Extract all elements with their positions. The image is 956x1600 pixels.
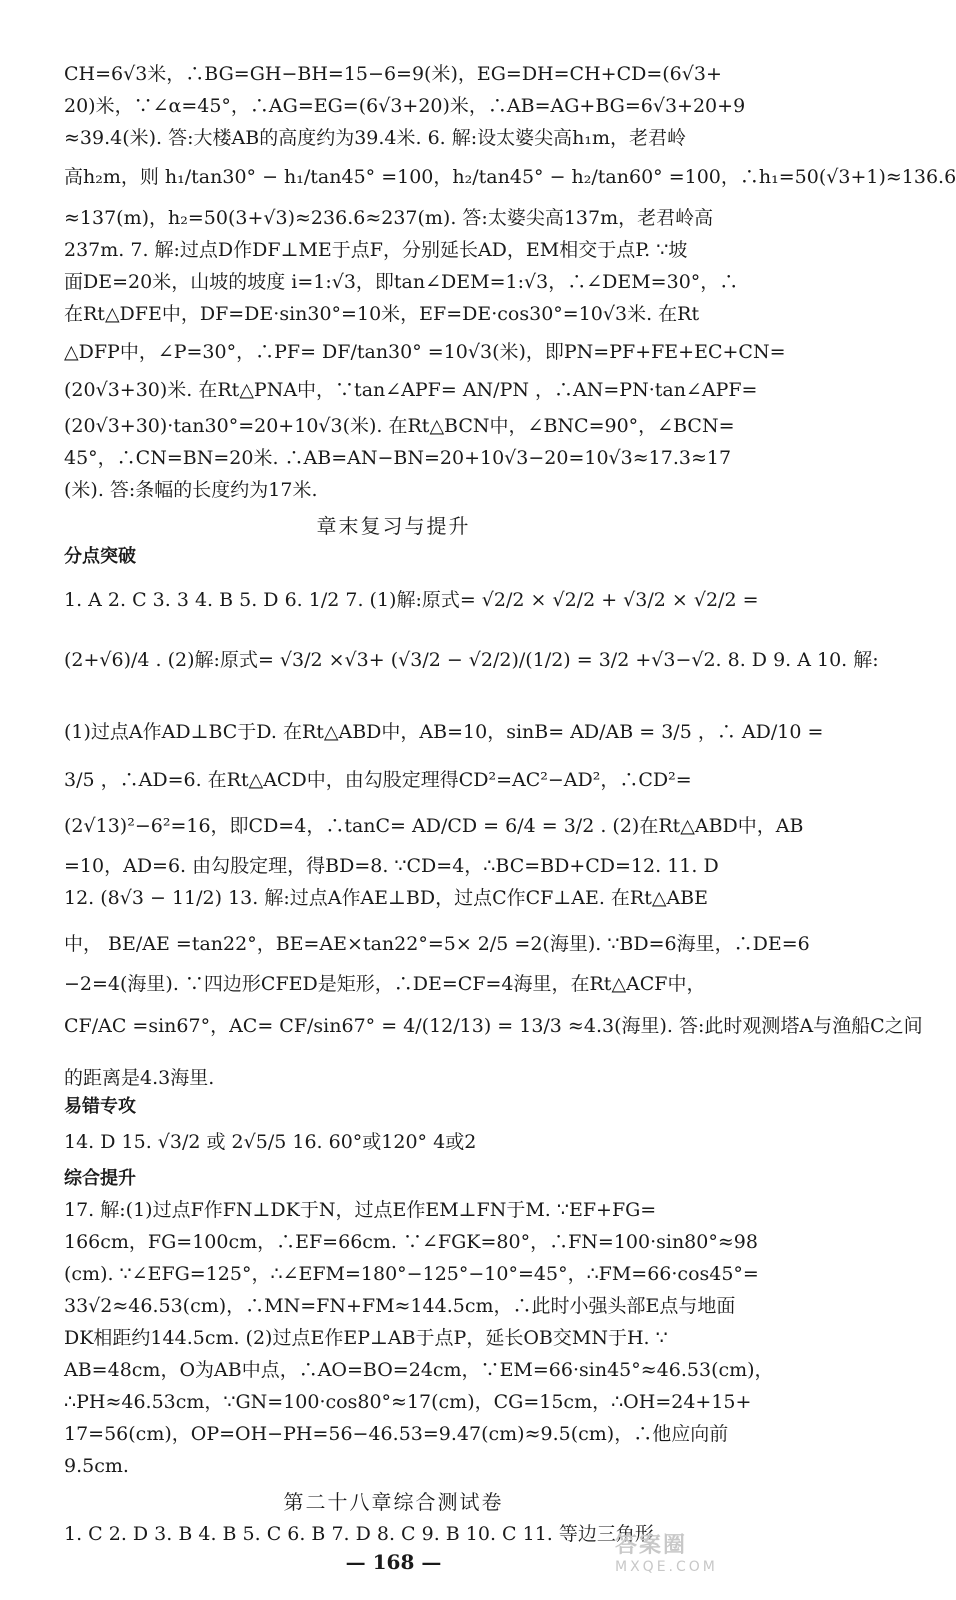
text-line: 237m. 7. 解:过点D作DF⊥ME于点F，分别延长AD，EM相交于点P. ∵坡: [64, 239, 688, 261]
text-line: (米). 答:条幅的长度约为17米.: [64, 479, 318, 501]
text-line: 166cm，FG=100cm，∴EF=66cm. ∵∠FGK=80°，∴FN=100·sin80°≈98: [64, 1231, 758, 1253]
text-line: 45°，∴CN=BN=20米. ∴AB=AN−BN=20+10√3−20=10√3≈17.3≈17: [64, 447, 732, 469]
text-line: (2√13)²−6²=16，即CD=4，∴tanC= AD/CD = 6/4 = 3/2 . (2)在Rt△ABD中，AB: [64, 815, 804, 837]
watermark-url: MXQE.COM: [615, 1559, 718, 1575]
text-line: 高h₂m，则 h₁/tan30° − h₁/tan45° =100，h₂/tan45° − h₂/tan60° =100，∴h₁=50(√3+1)≈136.6: [64, 166, 956, 188]
text-line: 20)米，∵∠α=45°，∴AG=EG=(6√3+20)米，∴AB=AG+BG=6√3+20+9: [64, 95, 746, 117]
text-line: 在Rt△DFE中，DF=DE·sin30°=10米，EF=DE·cos30°=10√3米. 在Rt: [64, 303, 700, 325]
text-line: 9.5cm.: [64, 1455, 129, 1477]
section-title: 章末复习与提升: [316, 514, 471, 538]
text-line: 1. C 2. D 3. B 4. B 5. C 6. B 7. D 8. C 9. B 10. C 11. 等边三角形: [64, 1523, 654, 1545]
text-line: −2=4(海里). ∵四边形CFED是矩形，∴DE=CF=4海里，在Rt△ACF中，: [64, 973, 706, 995]
text-line: 的距离是4.3海里.: [64, 1067, 215, 1089]
text-line: ∴PH≈46.53cm，∵GN=100·cos80°≈17(cm)，CG=15cm，∴OH=24+15+: [64, 1391, 752, 1413]
watermark-text: 答案圈: [615, 1533, 688, 1558]
text-line: (1)过点A作AD⊥BC于D. 在Rt△ABD中，AB=10，sinB= AD/AB = 3/5 ，∴ AD/10 =: [64, 721, 824, 743]
page-number: — 168 —: [345, 1550, 442, 1574]
text-line: ≈39.4(米). 答:大楼AB的高度约为39.4米. 6. 解:设太婆尖高h₁m，老君岭: [64, 127, 687, 149]
section-title: 第二十八章综合测试卷: [283, 1490, 504, 1514]
subsection-title: 综合提升: [64, 1168, 136, 1189]
text-line: =10，AD=6. 由勾股定理，得BD=8. ∵CD=4，∴BC=BD+CD=12. 11. D: [64, 855, 719, 877]
text-line: 12. (8√3 − 11/2) 13. 解:过点A作AE⊥BD，过点C作CF⊥AE. 在Rt△ABE: [64, 887, 709, 909]
text-line: AB=48cm，O为AB中点，∴AO=BO=24cm，∵EM=66·sin45°≈46.53(cm)，: [64, 1359, 774, 1381]
text-line: 17. 解:(1)过点F作FN⊥DK于N，过点E作EM⊥FN于M. ∵EF+FG=: [64, 1199, 657, 1221]
text-line: 面DE=20米，山坡的坡度 i=1:√3，即tan∠DEM=1:√3，∴∠DEM=30°，∴: [64, 271, 739, 293]
text-line: DK相距约144.5cm. (2)过点E作EP⊥AB于点P，延长OB交MN于H. ∵: [64, 1327, 668, 1349]
text-line: 中， BE/AE =tan22°，BE=AE×tan22°=5× 2/5 =2(海里). ∵BD=6海里，∴DE=6: [64, 933, 810, 955]
text-line: 33√2≈46.53(cm)，∴MN=FN+FM≈144.5cm，∴此时小强头部E点与地面: [64, 1295, 736, 1317]
watermark-logo: [615, 1528, 765, 1588]
subsection-title: 分点突破: [64, 546, 136, 567]
text-line: ≈137(m)，h₂=50(3+√3)≈236.6≈237(m). 答:太婆尖高137m，老君岭高: [64, 207, 714, 229]
text-line: CH=6√3米，∴BG=GH−BH=15−6=9(米)，EG=DH=CH+CD=(6√3+: [64, 63, 722, 85]
subsection-title: 易错专攻: [64, 1096, 136, 1117]
text-line: (20√3+30)·tan30°=20+10√3(米). 在Rt△BCN中，∠BNC=90°，∠BCN=: [64, 415, 735, 437]
text-line: (2+√6)/4 . (2)解:原式= √3/2 ×√3+ (√3/2 − √2/2)/(1/2) = 3/2 +√3−√2. 8. D 9. A 10. 解:: [64, 649, 879, 671]
text-line: CF/AC =sin67°，AC= CF/sin67° = 4/(12/13) = 13/3 ≈4.3(海里). 答:此时观测塔A与渔船C之间: [64, 1015, 923, 1037]
text-line: 1. A 2. C 3. 3 4. B 5. D 6. 1/2 7. (1)解:原式= √2/2 × √2/2 + √3/2 × √2/2 =: [64, 589, 759, 611]
text-line: 17=56(cm)，OP=OH−PH=56−46.53=9.47(cm)≈9.5(cm)，∴他应向前: [64, 1423, 729, 1445]
text-line: 14. D 15. √3/2 或 2√5/5 16. 60°或120° 4或2: [64, 1131, 477, 1153]
text-line: 3/5 ，∴AD=6. 在Rt△ACD中，由勾股定理得CD²=AC²−AD²，∴CD²=: [64, 769, 692, 791]
text-line: △DFP中，∠P=30°，∴PF= DF/tan30° =10√3(米)，即PN=PF+FE+EC+CN=: [64, 341, 786, 363]
text-line: (20√3+30)米. 在Rt△PNA中，∵tan∠APF= AN/PN ，∴AN=PN·tan∠APF=: [64, 379, 758, 401]
text-line: (cm). ∵∠EFG=125°，∴∠EFM=180°−125°−10°=45°，∴FM=66·cos45°=: [64, 1263, 759, 1285]
